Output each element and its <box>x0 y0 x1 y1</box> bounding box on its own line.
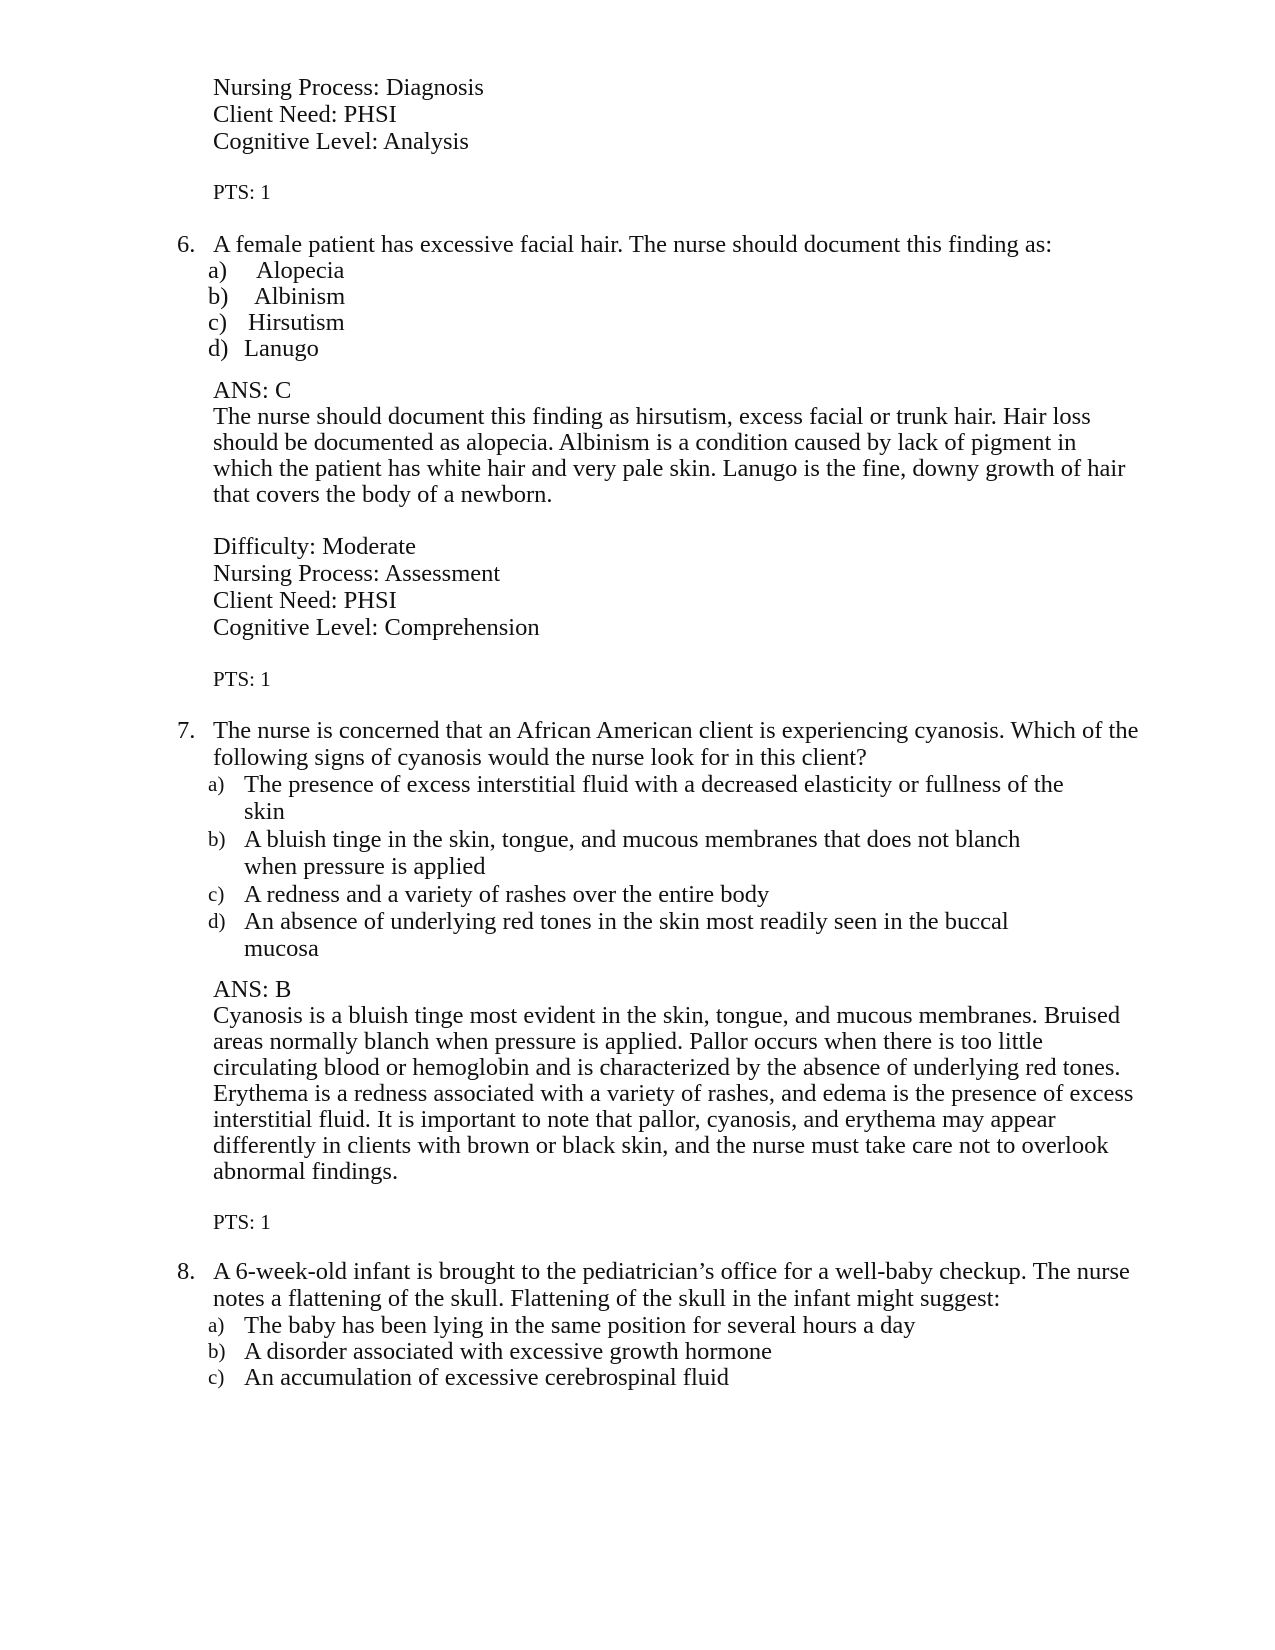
question-number: 6. <box>177 231 196 258</box>
question-number: 7. <box>177 717 196 744</box>
cognitive-level-label: Cognitive Level: Comprehension <box>213 614 540 641</box>
rationale-line: differently in clients with brown or black skin, and the nurse must take care not to overlook <box>213 1132 1109 1159</box>
option-text: skin <box>244 798 285 825</box>
option-text: A bluish tinge in the skin, tongue, and mucous membranes that does not blanch <box>244 826 1021 853</box>
option-letter: b) <box>208 1339 226 1363</box>
rationale-line: The nurse should document this finding as hirsutism, excess facial or trunk hair. Hair loss <box>213 403 1091 430</box>
question-stem: notes a flattening of the skull. Flattening of the skull in the infant might suggest: <box>213 1285 1001 1312</box>
answer-label: ANS: B <box>213 976 292 1003</box>
option-text: The presence of excess interstitial fluid with a decreased elasticity or fullness of the <box>244 771 1064 798</box>
option-letter: a) <box>208 257 228 284</box>
answer-label: ANS: C <box>213 377 292 404</box>
question-stem: following signs of cyanosis would the nurse look for in this client? <box>213 744 867 771</box>
option-letter: c) <box>208 882 225 906</box>
option-letter: c) <box>208 1365 225 1389</box>
rationale-line: interstitial fluid. It is important to note that pallor, cyanosis, and erythema may appear <box>213 1106 1056 1133</box>
option-text: mucosa <box>244 935 319 962</box>
nursing-process-label: Nursing Process: Assessment <box>213 560 501 587</box>
option-text: An accumulation of excessive cerebrospinal fluid <box>244 1364 730 1391</box>
option-letter: c) <box>208 309 228 336</box>
question-number: 8. <box>177 1258 196 1285</box>
option-text: when pressure is applied <box>244 853 486 880</box>
option-letter: b) <box>208 827 226 851</box>
option-letter: a) <box>208 1313 225 1337</box>
question-stem: A 6-week-old infant is brought to the pediatrician’s office for a well-baby checkup. The nurse <box>213 1258 1130 1285</box>
option-letter: a) <box>208 772 225 796</box>
option-text: Albinism <box>254 283 346 310</box>
difficulty-label: Difficulty: Moderate <box>213 533 416 560</box>
option-text: Hirsutism <box>248 309 345 336</box>
option-letter: d) <box>208 335 229 362</box>
option-text: Alopecia <box>256 257 345 284</box>
cognitive-level-label: Cognitive Level: Analysis <box>213 128 469 155</box>
rationale-line: that covers the body of a newborn. <box>213 481 553 508</box>
rationale-line: Cyanosis is a bluish tinge most evident in the skin, tongue, and mucous membranes. Bruised <box>213 1002 1121 1029</box>
rationale-line: areas normally blanch when pressure is applied. Pallor occurs when there is too little <box>213 1028 1044 1055</box>
nursing-process-label: Nursing Process: Diagnosis <box>213 74 484 101</box>
option-text: An absence of underlying red tones in the skin most readily seen in the buccal <box>244 908 1009 935</box>
rationale-line: circulating blood or hemoglobin and is characterized by the absence of underlying red tones. <box>213 1054 1121 1081</box>
client-need-label: Client Need: PHSI <box>213 101 397 128</box>
option-text: A disorder associated with excessive growth hormone <box>244 1338 772 1365</box>
rationale-line: Erythema is a redness associated with a variety of rashes, and edema is the presence of excess <box>213 1080 1134 1107</box>
rationale-line: should be documented as alopecia. Albinism is a condition caused by lack of pigment in <box>213 429 1077 456</box>
option-letter: b) <box>208 283 229 310</box>
rationale-line: abnormal findings. <box>213 1158 399 1185</box>
option-letter: d) <box>208 909 226 933</box>
client-need-label: Client Need: PHSI <box>213 587 397 614</box>
question-stem: The nurse is concerned that an African American client is experiencing cyanosis. Which of the <box>213 717 1139 744</box>
points-label: PTS: 1 <box>213 667 271 691</box>
points-label: PTS: 1 <box>213 1210 271 1234</box>
question-stem: A female patient has excessive facial hair. The nurse should document this finding as: <box>213 231 1053 258</box>
points-label: PTS: 1 <box>213 180 271 204</box>
rationale-line: which the patient has white hair and very pale skin. Lanugo is the fine, downy growth of hair <box>213 455 1126 482</box>
option-text: Lanugo <box>244 335 319 362</box>
option-text: The baby has been lying in the same position for several hours a day <box>244 1312 916 1339</box>
option-text: A redness and a variety of rashes over the entire body <box>244 881 770 908</box>
